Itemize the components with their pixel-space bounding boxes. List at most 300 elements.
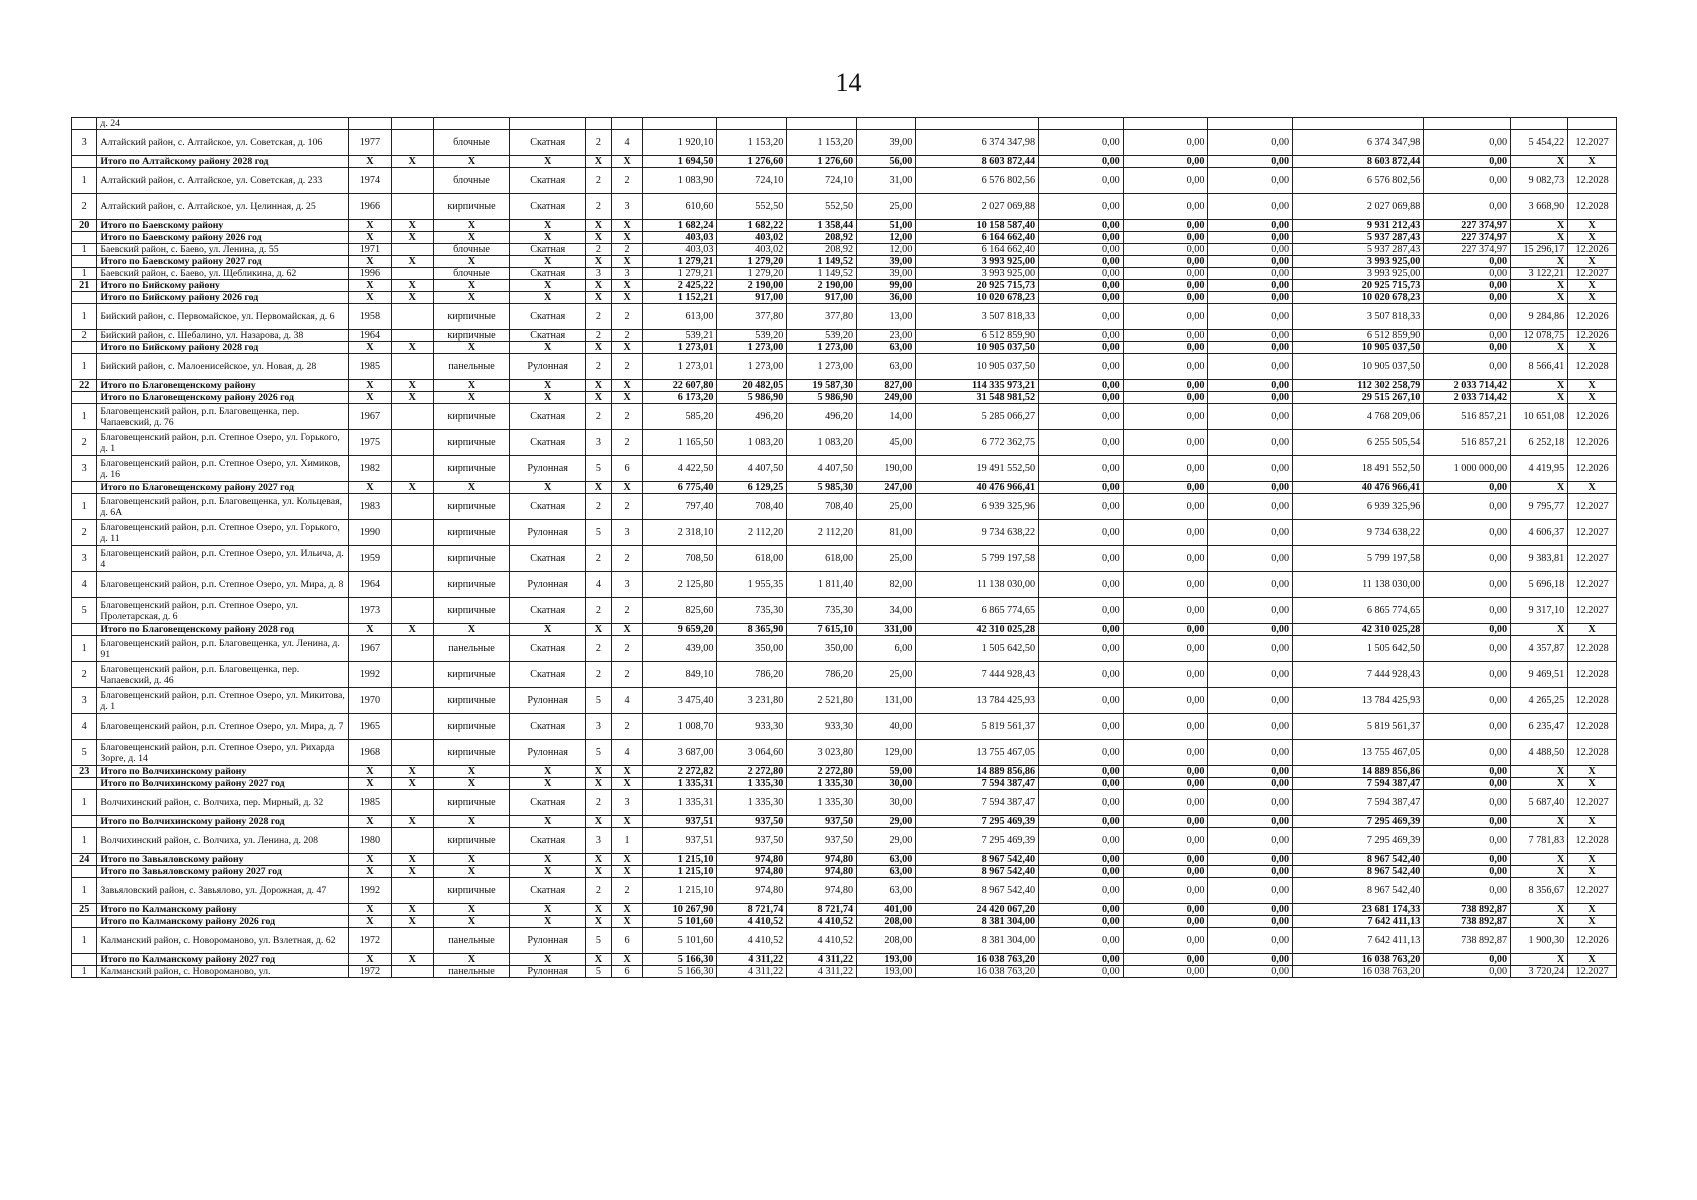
table-cell: 0,00 bbox=[1424, 494, 1511, 520]
table-cell: 0,00 bbox=[1208, 854, 1293, 866]
table-cell: 39,00 bbox=[857, 268, 916, 280]
table-cell: 0,00 bbox=[1424, 966, 1511, 978]
table-cell: 1 bbox=[72, 268, 97, 280]
table-cell: 6 512 859,90 bbox=[916, 330, 1039, 342]
table-cell: 1985 bbox=[349, 790, 391, 816]
table-cell: 2 112,20 bbox=[717, 520, 787, 546]
table-cell: 974,80 bbox=[717, 878, 787, 904]
table-cell: 6 164 662,40 bbox=[916, 232, 1039, 244]
table-cell: 6 bbox=[611, 456, 643, 482]
table-cell: 738 892,87 bbox=[1424, 904, 1511, 916]
table-cell: 0,00 bbox=[1208, 194, 1293, 220]
table-cell: 5 bbox=[72, 598, 97, 624]
summary-row bbox=[72, 156, 1617, 168]
table-cell: 2 033 714,42 bbox=[1424, 392, 1511, 404]
table-cell: 8 721,74 bbox=[717, 904, 787, 916]
table-cell: 0,00 bbox=[1039, 304, 1124, 330]
table-cell: 0,00 bbox=[1039, 244, 1124, 256]
table-cell: 4 410,52 bbox=[717, 928, 787, 954]
table-cell: 25,00 bbox=[857, 662, 916, 688]
table-cell: 1968 bbox=[349, 740, 391, 766]
table-cell: 5 bbox=[586, 688, 611, 714]
table-cell: X bbox=[433, 392, 509, 404]
table-cell: Скатная bbox=[510, 598, 586, 624]
table-cell: 0,00 bbox=[1123, 280, 1208, 292]
table-cell: 1958 bbox=[349, 304, 391, 330]
table-cell: 0,00 bbox=[1424, 636, 1511, 662]
table-cell: 735,30 bbox=[787, 598, 857, 624]
table-cell: X bbox=[510, 220, 586, 232]
table-cell: 1 335,30 bbox=[717, 790, 787, 816]
table-cell: X bbox=[1511, 866, 1568, 878]
table-cell: 1 276,60 bbox=[717, 156, 787, 168]
table-row bbox=[72, 572, 1617, 598]
table-cell: 1 682,22 bbox=[717, 220, 787, 232]
table-cell: 51,00 bbox=[857, 220, 916, 232]
table-cell: 2 bbox=[72, 520, 97, 546]
table-cell: 1 bbox=[611, 828, 643, 854]
table-cell: 1985 bbox=[349, 354, 391, 380]
table-cell: Рулонная bbox=[510, 456, 586, 482]
table-cell: 3 475,40 bbox=[643, 688, 717, 714]
table-cell: X bbox=[510, 766, 586, 778]
table-cell: 7 615,10 bbox=[787, 624, 857, 636]
table-cell: 1 358,44 bbox=[787, 220, 857, 232]
table-cell: 797,40 bbox=[643, 494, 717, 520]
table-cell: 39,00 bbox=[857, 130, 916, 156]
table-cell: 227 374,97 bbox=[1424, 232, 1511, 244]
table-cell: 29,00 bbox=[857, 816, 916, 828]
table-cell: 20 bbox=[72, 220, 97, 232]
table-cell: 5 101,60 bbox=[643, 916, 717, 928]
table-cell: 0,00 bbox=[1039, 572, 1124, 598]
table-cell: 0,00 bbox=[1208, 156, 1293, 168]
table-cell: кирпичные bbox=[433, 330, 509, 342]
table-cell: 0,00 bbox=[1039, 220, 1124, 232]
table-cell: X bbox=[611, 380, 643, 392]
table-row bbox=[72, 878, 1617, 904]
summary-row bbox=[72, 766, 1617, 778]
table-cell: X bbox=[349, 342, 391, 354]
table-cell: 0,00 bbox=[1123, 380, 1208, 392]
table-cell: 1 335,30 bbox=[717, 778, 787, 790]
table-cell bbox=[1568, 118, 1617, 130]
summary-row bbox=[72, 220, 1617, 232]
table-cell: X bbox=[391, 916, 433, 928]
table-cell: 25,00 bbox=[857, 494, 916, 520]
table-cell: 827,00 bbox=[857, 380, 916, 392]
table-cell: 1 505 642,50 bbox=[916, 636, 1039, 662]
table-cell: X bbox=[433, 232, 509, 244]
table-cell: 0,00 bbox=[1123, 572, 1208, 598]
table-cell: 5 819 561,37 bbox=[1293, 714, 1424, 740]
table-cell: Благовещенский район, р.п. Степное Озеро, ул. Ильича, д. 4 bbox=[97, 546, 349, 572]
table-cell: 8 721,74 bbox=[787, 904, 857, 916]
table-cell: 12.2027 bbox=[1568, 546, 1617, 572]
table-cell: 0,00 bbox=[1123, 404, 1208, 430]
table-row bbox=[72, 714, 1617, 740]
table-cell: 0,00 bbox=[1424, 878, 1511, 904]
table-cell: 12.2028 bbox=[1568, 662, 1617, 688]
table-cell: X bbox=[611, 778, 643, 790]
table-cell: кирпичные bbox=[433, 740, 509, 766]
table-cell: Скатная bbox=[510, 304, 586, 330]
table-cell: 3 687,00 bbox=[643, 740, 717, 766]
table-cell: 2 bbox=[611, 430, 643, 456]
table-cell: X bbox=[1511, 904, 1568, 916]
table-cell: 1 bbox=[72, 790, 97, 816]
table-cell: 9 383,81 bbox=[1511, 546, 1568, 572]
table-cell: 5 166,30 bbox=[643, 954, 717, 966]
table-cell: 2 bbox=[611, 546, 643, 572]
table-cell: 12.2027 bbox=[1568, 598, 1617, 624]
table-cell: Итого по Благовещенскому району 2026 год bbox=[97, 392, 349, 404]
table-cell: 331,00 bbox=[857, 624, 916, 636]
table-cell: 0,00 bbox=[1208, 828, 1293, 854]
table-cell: 403,03 bbox=[643, 244, 717, 256]
table-cell: X bbox=[349, 866, 391, 878]
table-cell bbox=[391, 790, 433, 816]
table-cell: 0,00 bbox=[1123, 714, 1208, 740]
table-cell: 2 bbox=[611, 168, 643, 194]
table-cell: 2 bbox=[72, 430, 97, 456]
table-cell: X bbox=[1511, 380, 1568, 392]
table-cell: X bbox=[1511, 482, 1568, 494]
table-cell: 5 bbox=[586, 966, 611, 978]
table-cell: 5 bbox=[72, 740, 97, 766]
table-row bbox=[72, 304, 1617, 330]
table-cell: кирпичные bbox=[433, 662, 509, 688]
table-cell: 12.2028 bbox=[1568, 688, 1617, 714]
summary-row bbox=[72, 342, 1617, 354]
table-cell: X bbox=[349, 482, 391, 494]
table-cell: 1 bbox=[72, 966, 97, 978]
table-cell: 4 407,50 bbox=[717, 456, 787, 482]
table-cell: 4 768 209,06 bbox=[1293, 404, 1424, 430]
table-row bbox=[72, 430, 1617, 456]
table-cell: Алтайский район, с. Алтайское, ул. Советская, д. 233 bbox=[97, 168, 349, 194]
table-cell: 63,00 bbox=[857, 866, 916, 878]
table-cell: 539,21 bbox=[643, 330, 717, 342]
table-cell: 10 905 037,50 bbox=[916, 354, 1039, 380]
table-cell: 13 755 467,05 bbox=[1293, 740, 1424, 766]
table-cell: X bbox=[1568, 256, 1617, 268]
table-cell: 30,00 bbox=[857, 790, 916, 816]
table-cell: X bbox=[433, 816, 509, 828]
table-cell: 849,10 bbox=[643, 662, 717, 688]
table-cell: X bbox=[586, 954, 611, 966]
table-cell: X bbox=[391, 766, 433, 778]
table-cell: 0,00 bbox=[1208, 392, 1293, 404]
table-cell: X bbox=[349, 256, 391, 268]
table-cell: 12.2028 bbox=[1568, 636, 1617, 662]
table-cell: 1 900,30 bbox=[1511, 928, 1568, 954]
table-cell: 0,00 bbox=[1039, 904, 1124, 916]
table-cell: Итого по Благовещенскому району 2027 год bbox=[97, 482, 349, 494]
table-cell: 0,00 bbox=[1424, 130, 1511, 156]
table-cell: 2 112,20 bbox=[787, 520, 857, 546]
table-cell: Итого по Благовещенскому району 2028 год bbox=[97, 624, 349, 636]
table-cell bbox=[391, 404, 433, 430]
table-cell: 735,30 bbox=[717, 598, 787, 624]
table-cell: 0,00 bbox=[1208, 330, 1293, 342]
table-cell: 16 038 763,20 bbox=[916, 966, 1039, 978]
table-cell: блочные bbox=[433, 130, 509, 156]
table-cell: 1 149,52 bbox=[787, 268, 857, 280]
table-cell: 22 bbox=[72, 380, 97, 392]
table-cell: 0,00 bbox=[1123, 430, 1208, 456]
table-cell: 18 491 552,50 bbox=[1293, 456, 1424, 482]
table-cell: X bbox=[510, 954, 586, 966]
table-cell: 1 bbox=[72, 928, 97, 954]
table-cell: 0,00 bbox=[1208, 546, 1293, 572]
table-cell: X bbox=[1568, 916, 1617, 928]
table-cell: 1 273,01 bbox=[643, 354, 717, 380]
table-cell: X bbox=[433, 916, 509, 928]
table-cell: 0,00 bbox=[1039, 928, 1124, 954]
table-cell: 63,00 bbox=[857, 342, 916, 354]
table-cell: X bbox=[1568, 156, 1617, 168]
table-cell: 6 bbox=[611, 966, 643, 978]
table-cell: 1975 bbox=[349, 430, 391, 456]
table-cell: 2 bbox=[586, 304, 611, 330]
table-cell: 496,20 bbox=[717, 404, 787, 430]
table-cell: 39,00 bbox=[857, 256, 916, 268]
table-cell: 1992 bbox=[349, 662, 391, 688]
table-cell: 0,00 bbox=[1123, 778, 1208, 790]
table-cell: X bbox=[611, 256, 643, 268]
table-cell: 7 295 469,39 bbox=[916, 828, 1039, 854]
table-cell: 6 775,40 bbox=[643, 482, 717, 494]
table-cell: 4 bbox=[611, 688, 643, 714]
table-cell: 1 149,52 bbox=[787, 256, 857, 268]
table-cell: 0,00 bbox=[1039, 156, 1124, 168]
table-cell: X bbox=[510, 156, 586, 168]
table-cell: 1967 bbox=[349, 636, 391, 662]
table-cell: 786,20 bbox=[787, 662, 857, 688]
table-cell: 5 454,22 bbox=[1511, 130, 1568, 156]
table-cell: 0,00 bbox=[1123, 520, 1208, 546]
table-cell: X bbox=[391, 156, 433, 168]
table-row bbox=[72, 118, 1617, 130]
table-cell: 0,00 bbox=[1424, 156, 1511, 168]
table-cell: 0,00 bbox=[1208, 342, 1293, 354]
table-cell: X bbox=[391, 816, 433, 828]
table-cell: 0,00 bbox=[1123, 624, 1208, 636]
table-cell: 1 bbox=[72, 304, 97, 330]
table-cell: 4 bbox=[586, 572, 611, 598]
table-cell: 1977 bbox=[349, 130, 391, 156]
table-cell: 0,00 bbox=[1208, 878, 1293, 904]
summary-row bbox=[72, 778, 1617, 790]
table-cell: 4 265,25 bbox=[1511, 688, 1568, 714]
table-cell: Скатная bbox=[510, 430, 586, 456]
table-cell: X bbox=[1511, 778, 1568, 790]
table-cell bbox=[391, 520, 433, 546]
table-cell: 2 bbox=[611, 330, 643, 342]
summary-row bbox=[72, 256, 1617, 268]
table-cell: 227 374,97 bbox=[1424, 244, 1511, 256]
table-cell: 1 215,10 bbox=[643, 854, 717, 866]
table-cell: Итого по Баевскому району 2026 год bbox=[97, 232, 349, 244]
table-cell: кирпичные bbox=[433, 520, 509, 546]
table-cell: панельные bbox=[433, 636, 509, 662]
table-cell: Благовещенский район, р.п. Благовещенка, пер. Чапаевский, д. 76 bbox=[97, 404, 349, 430]
table-cell: 4 bbox=[611, 130, 643, 156]
table-cell: 0,00 bbox=[1208, 916, 1293, 928]
table-cell: 8 967 542,40 bbox=[916, 866, 1039, 878]
table-row bbox=[72, 688, 1617, 714]
table-cell: 0,00 bbox=[1039, 688, 1124, 714]
table-cell: X bbox=[391, 954, 433, 966]
table-cell: 5 166,30 bbox=[643, 966, 717, 978]
table-cell: 3 231,80 bbox=[717, 688, 787, 714]
table-cell: 4 410,52 bbox=[787, 916, 857, 928]
table-cell: 0,00 bbox=[1123, 130, 1208, 156]
table-cell: 0,00 bbox=[1208, 790, 1293, 816]
table-cell: 401,00 bbox=[857, 904, 916, 916]
table-row bbox=[72, 662, 1617, 688]
table-cell: 59,00 bbox=[857, 766, 916, 778]
table-cell: 1980 bbox=[349, 828, 391, 854]
table-cell: X bbox=[611, 482, 643, 494]
table-cell: 0,00 bbox=[1208, 280, 1293, 292]
table-cell: Благовещенский район, р.п. Благовещенка, ул. Кольцевая, д. 6А bbox=[97, 494, 349, 520]
table-cell: X bbox=[349, 380, 391, 392]
table-cell: 8 381 304,00 bbox=[916, 928, 1039, 954]
table-cell: 12.2027 bbox=[1568, 268, 1617, 280]
table-cell: X bbox=[391, 904, 433, 916]
table-cell: 2 bbox=[611, 714, 643, 740]
table-cell: 6 164 662,40 bbox=[916, 244, 1039, 256]
summary-row bbox=[72, 482, 1617, 494]
table-cell: 3 993 925,00 bbox=[1293, 268, 1424, 280]
table-cell: 5 bbox=[586, 740, 611, 766]
table-cell: X bbox=[586, 292, 611, 304]
table-cell: 1970 bbox=[349, 688, 391, 714]
table-cell: X bbox=[1511, 156, 1568, 168]
table-cell: 7 781,83 bbox=[1511, 828, 1568, 854]
table-cell: X bbox=[433, 156, 509, 168]
table-cell bbox=[391, 330, 433, 342]
table-cell: 974,80 bbox=[787, 854, 857, 866]
table-cell: 0,00 bbox=[1039, 404, 1124, 430]
table-cell: X bbox=[1568, 766, 1617, 778]
table-cell: 3 bbox=[611, 194, 643, 220]
table-cell: 4 407,50 bbox=[787, 456, 857, 482]
table-cell: 539,20 bbox=[787, 330, 857, 342]
table-cell: 0,00 bbox=[1039, 342, 1124, 354]
table-cell: 0,00 bbox=[1039, 268, 1124, 280]
page-number: 14 bbox=[835, 68, 862, 97]
table-cell bbox=[391, 662, 433, 688]
table-cell: 10 651,08 bbox=[1511, 404, 1568, 430]
table-cell: 14 889 856,86 bbox=[916, 766, 1039, 778]
table-cell: X bbox=[391, 624, 433, 636]
table-cell: 0,00 bbox=[1123, 636, 1208, 662]
table-cell: X bbox=[1568, 380, 1617, 392]
table-cell: Итого по Калманскому району bbox=[97, 904, 349, 916]
table-cell bbox=[1123, 118, 1208, 130]
table-row bbox=[72, 168, 1617, 194]
table-cell: 2 bbox=[611, 354, 643, 380]
table-cell: 0,00 bbox=[1208, 220, 1293, 232]
table-cell: 0,00 bbox=[1208, 304, 1293, 330]
table-cell: X bbox=[586, 624, 611, 636]
table-cell: 13 784 425,93 bbox=[1293, 688, 1424, 714]
table-cell: 0,00 bbox=[1208, 430, 1293, 456]
table-cell bbox=[857, 118, 916, 130]
summary-row bbox=[72, 866, 1617, 878]
table-cell: X bbox=[433, 766, 509, 778]
table-cell: X bbox=[1568, 392, 1617, 404]
table-cell: Скатная bbox=[510, 714, 586, 740]
table-cell: 0,00 bbox=[1123, 342, 1208, 354]
table-cell: 0,00 bbox=[1208, 244, 1293, 256]
table-cell: 3 bbox=[586, 828, 611, 854]
table-cell: X bbox=[611, 342, 643, 354]
table-cell: 2 bbox=[72, 330, 97, 342]
table-cell: 2 bbox=[586, 244, 611, 256]
table-cell bbox=[391, 878, 433, 904]
table-cell: X bbox=[611, 280, 643, 292]
table-cell: 0,00 bbox=[1424, 572, 1511, 598]
table-cell: 14 889 856,86 bbox=[1293, 766, 1424, 778]
table-cell bbox=[72, 392, 97, 404]
table-cell: 3 122,21 bbox=[1511, 268, 1568, 280]
table-cell: 8 967 542,40 bbox=[916, 878, 1039, 904]
table-cell: 7 295 469,39 bbox=[916, 816, 1039, 828]
table-cell: 6 772 362,75 bbox=[916, 430, 1039, 456]
table-cell: 19 587,30 bbox=[787, 380, 857, 392]
table-cell: X bbox=[433, 280, 509, 292]
table-cell: X bbox=[1568, 816, 1617, 828]
table-row bbox=[72, 244, 1617, 256]
table-cell: 937,50 bbox=[787, 816, 857, 828]
table-cell: 12.2028 bbox=[1568, 828, 1617, 854]
table-cell: 974,80 bbox=[787, 878, 857, 904]
table-cell: 937,51 bbox=[643, 816, 717, 828]
table-cell: 2 318,10 bbox=[643, 520, 717, 546]
table-cell: 3 993 925,00 bbox=[916, 256, 1039, 268]
table-cell: X bbox=[611, 816, 643, 828]
table-cell: 3 bbox=[72, 456, 97, 482]
table-cell: 2 125,80 bbox=[643, 572, 717, 598]
table-cell: 0,00 bbox=[1123, 168, 1208, 194]
table-cell: X bbox=[349, 280, 391, 292]
summary-row bbox=[72, 816, 1617, 828]
table-cell: 0,00 bbox=[1208, 954, 1293, 966]
table-cell: X bbox=[433, 256, 509, 268]
table-cell: X bbox=[1568, 280, 1617, 292]
table-cell: 0,00 bbox=[1208, 714, 1293, 740]
table-cell: 0,00 bbox=[1208, 766, 1293, 778]
table-cell: X bbox=[1568, 292, 1617, 304]
table-cell: X bbox=[510, 232, 586, 244]
table-cell: X bbox=[1511, 624, 1568, 636]
table-cell: 0,00 bbox=[1424, 866, 1511, 878]
table-cell: 5 937 287,43 bbox=[1293, 244, 1424, 256]
table-cell: 16 038 763,20 bbox=[1293, 954, 1424, 966]
table-cell: Бийский район, с. Шебалино, ул. Назарова, д. 38 bbox=[97, 330, 349, 342]
table-cell: 12.2028 bbox=[1568, 194, 1617, 220]
table-cell: X bbox=[510, 380, 586, 392]
table-cell: X bbox=[611, 904, 643, 916]
table-cell: 1959 bbox=[349, 546, 391, 572]
table-cell: 0,00 bbox=[1123, 854, 1208, 866]
table-cell: 42 310 025,28 bbox=[1293, 624, 1424, 636]
table-cell: 0,00 bbox=[1123, 688, 1208, 714]
